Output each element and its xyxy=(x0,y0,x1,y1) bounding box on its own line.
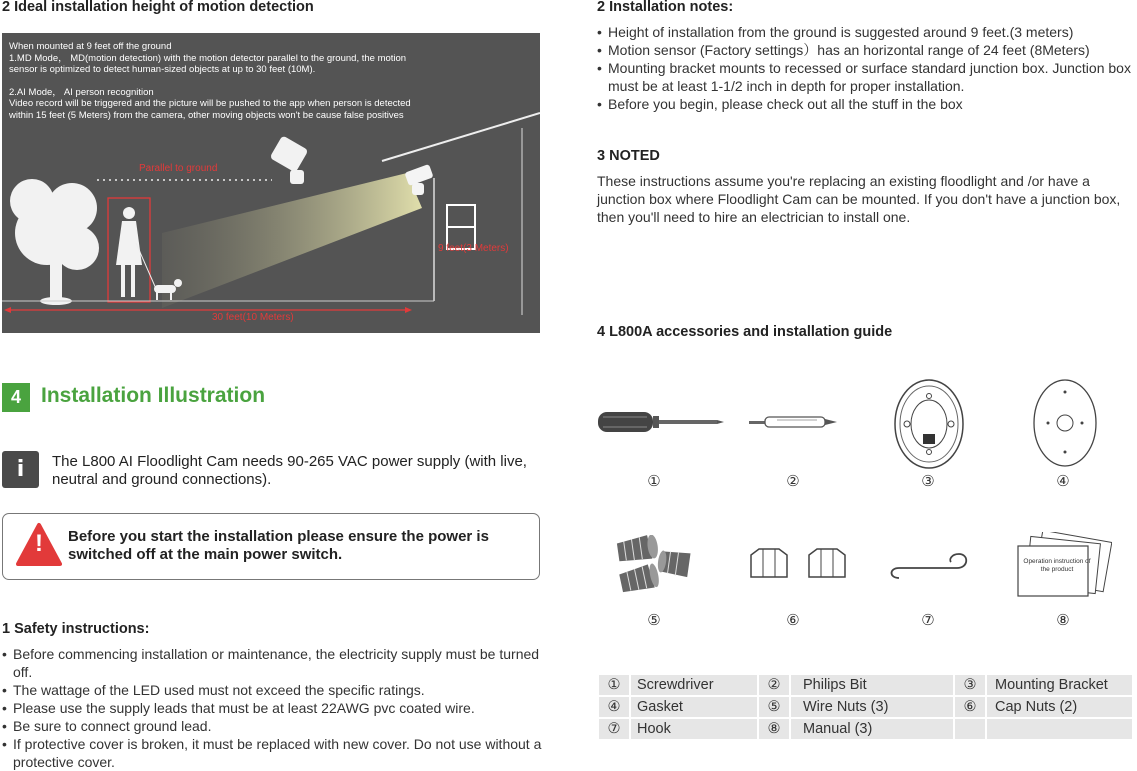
accessory-number: ③ xyxy=(921,473,935,490)
philips-bit-icon xyxy=(747,412,842,432)
safety-heading: 1 Safety instructions: xyxy=(2,621,150,637)
info-glyph: i xyxy=(16,457,25,482)
screwdriver-icon xyxy=(597,408,727,438)
cap-nuts-icon xyxy=(747,545,847,585)
table-cell-name: Screwdriver xyxy=(630,674,758,696)
table-cell-name xyxy=(986,718,1133,740)
motion-detection-heading: 2 Ideal installation height of motion detection xyxy=(2,0,314,15)
installation-height-diagram xyxy=(2,33,540,333)
noted-text: These instructions assume you're replacing an existing floodlight and /or have a junction box where Floodlight Cam can be mounted. If you don't have a junction box, then you'll need to hire an electrician to install one. xyxy=(597,173,1121,225)
list-item: • The wattage of the LED used must not exceed the specific ratings. xyxy=(2,681,542,699)
table-cell-name: Mounting Bracket xyxy=(986,674,1133,696)
list-item: • Please use the supply leads that must be at least 22AWG pvc coated wire. xyxy=(2,699,542,717)
parts-table xyxy=(597,673,1134,741)
detection-beam xyxy=(162,173,422,308)
diagram-line: 2.AI Mode， AI person recognition xyxy=(9,86,154,98)
section-title: Installation Illustration xyxy=(41,384,266,407)
accessory-number: ⑥ xyxy=(786,612,800,629)
accessory-number: ① xyxy=(647,473,661,490)
accessory-number: ⑦ xyxy=(921,612,935,629)
power-supply-info: The L800 AI Floodlight Cam needs 90-265 VAC power supply (with live, neutral and ground connections). xyxy=(52,453,527,488)
table-cell-name: Manual (3) xyxy=(790,718,954,740)
table-cell-name: Cap Nuts (2) xyxy=(986,696,1133,718)
list-item: • Before commencing installation or maintenance, the electricity supply must be turned off. xyxy=(2,645,542,681)
table-cell-name: Hook xyxy=(630,718,758,740)
noted-heading: 3 NOTED xyxy=(597,148,660,164)
list-item: • Motion sensor (Factory settings）has an horizontal range of 24 feet (8Meters) xyxy=(597,41,1137,59)
floating-camera-icon xyxy=(270,135,309,184)
table-cell-number: ⑥ xyxy=(954,696,986,718)
accessory-number: ⑧ xyxy=(1056,612,1070,629)
table-cell-name: Gasket xyxy=(630,696,758,718)
table-cell-number: ① xyxy=(598,674,630,696)
table-cell-name: Philips Bit xyxy=(790,674,954,696)
section-number: 4 xyxy=(2,383,30,412)
diagram-line: sensor is optimized to detect human-sized objects at up to 30 feet (10M). xyxy=(9,64,316,76)
table-row xyxy=(598,696,1133,718)
hook-icon xyxy=(887,548,977,584)
diagram-line: Video record will be triggered and the picture will be pushed to the app when person is detected xyxy=(9,98,411,110)
parallel-label: Parallel to ground xyxy=(139,163,218,174)
list-item: • Before you begin, please check out all the stuff in the box xyxy=(597,95,1137,113)
list-item: • If protective cover is broken, it must be replaced with new cover. Do not use without a protective cover. xyxy=(2,735,542,771)
table-cell-number: ⑤ xyxy=(758,696,790,718)
table-row xyxy=(598,674,1133,696)
table-cell-number: ④ xyxy=(598,696,630,718)
accessories-heading: 4 L800A accessories and installation guide xyxy=(597,324,893,340)
diagram-line: When mounted at 9 feet off the ground xyxy=(9,41,172,52)
warning-text: Before you start the installation please ensure the power is switched off at the main power switch. xyxy=(68,528,489,563)
table-cell-number: ⑦ xyxy=(598,718,630,740)
table-cell-name: Wire Nuts (3) xyxy=(790,696,954,718)
list-item: • Mounting bracket mounts to recessed or surface standard junction box. Junction box must be at least 1-1/2 inch in depth for proper installation. xyxy=(597,59,1137,95)
accessory-number: ④ xyxy=(1056,473,1070,490)
table-cell-number: ② xyxy=(758,674,790,696)
range-label: 30 feet(10 Meters) xyxy=(212,312,294,323)
diagram-illustration xyxy=(2,33,540,333)
height-label: 9 feet(3 Meters) xyxy=(438,243,509,254)
installation-notes-heading: 2 Installation notes: xyxy=(597,0,734,15)
tree-icon xyxy=(10,179,99,305)
table-cell-number: ③ xyxy=(954,674,986,696)
person-icon xyxy=(116,207,142,297)
diagram-line: 1.MD Mode， MD(motion detection) with the motion detector parallel to the ground, the motion xyxy=(9,52,407,64)
safety-list xyxy=(2,645,542,771)
warning-glyph: ! xyxy=(35,530,43,557)
dog-leash xyxy=(136,243,157,291)
info-icon xyxy=(2,451,39,488)
list-item: • Height of installation from the ground is suggested around 9 feet.(3 meters) xyxy=(597,23,1137,41)
table-cell-number xyxy=(954,718,986,740)
gasket-icon xyxy=(1032,378,1098,468)
accessory-number: ② xyxy=(786,473,800,490)
accessory-number: ⑤ xyxy=(647,612,661,629)
mounting-bracket-icon xyxy=(893,378,965,470)
wire-nuts-icon xyxy=(613,535,693,595)
roof-line xyxy=(382,113,540,161)
table-cell-number: ⑧ xyxy=(758,718,790,740)
list-item: • Be sure to connect ground lead. xyxy=(2,717,542,735)
table-row xyxy=(598,718,1133,740)
installation-notes-list xyxy=(597,23,1137,113)
diagram-line: within 15 feet (5 Meters) from the camera, other moving objects won't be cause false positives xyxy=(9,109,404,121)
manual-cover-text: Operation instruction of the product xyxy=(1023,558,1091,573)
